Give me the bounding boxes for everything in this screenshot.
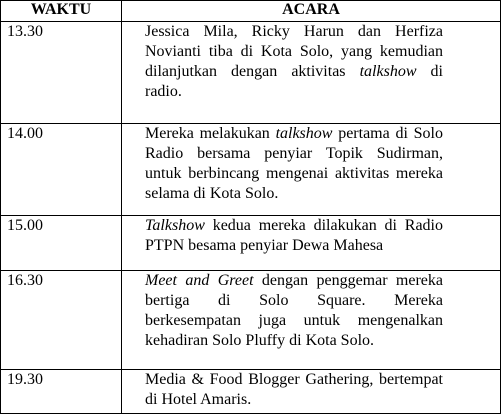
table-row: [1, 370, 501, 414]
time-cell: 13.30: [1, 22, 122, 124]
event-text-part: di radio.: [145, 63, 443, 100]
event-text-part: Media & Food Blogger Gathering, bertempat di Hotel Amaris.: [145, 371, 443, 408]
event-cell: [122, 216, 501, 271]
event-text: [145, 271, 443, 351]
time-cell: 15.00: [1, 216, 122, 271]
event-cell: [122, 124, 501, 216]
event-text-italic: Meet and Greet: [145, 272, 254, 289]
event-text-italic: talkshow: [275, 125, 333, 142]
table-row: [1, 271, 501, 370]
event-text-part: Mereka melakukan: [145, 125, 276, 142]
event-text: [145, 370, 443, 410]
event-cell: [122, 22, 501, 124]
event-text-italic: Talkshow: [145, 217, 205, 234]
time-cell: 16.30: [1, 271, 122, 370]
event-text-part: kedua mereka dilakukan di Radio PTPN besama penyiar Dewa Mahesa: [145, 217, 443, 254]
event-cell: [122, 271, 501, 370]
header-time: WAKTU: [1, 1, 122, 22]
time-cell: 14.00: [1, 124, 122, 216]
event-text: [145, 216, 443, 256]
event-text-italic: talkshow: [359, 63, 417, 80]
time-cell: 19.30: [1, 370, 122, 414]
event-text-part: pertama di Solo Radio bersama penyiar Topik Sudirman, untuk berbincang mengenai aktivitas mereka selama di Kota Solo.: [145, 125, 444, 202]
event-text: [145, 22, 443, 102]
header-event: ACARA: [122, 1, 501, 22]
table-row: [1, 216, 501, 271]
event-text-part: dengan penggemar mereka bertiga di Solo Square. Mereka berkesempatan juga untuk mengenalkan kehadiran Solo Pluffy di Kota Solo.: [145, 272, 444, 349]
table-row: [1, 22, 501, 124]
event-cell: [122, 370, 501, 414]
table-row: [1, 124, 501, 216]
event-text: [145, 124, 443, 204]
header-row: [1, 1, 501, 22]
event-text-part: Jessica Mila, Ricky Harun dan Herfiza Novianti tiba di Kota Solo, yang kemudian dilanjutkan dengan aktivitas: [145, 23, 443, 80]
